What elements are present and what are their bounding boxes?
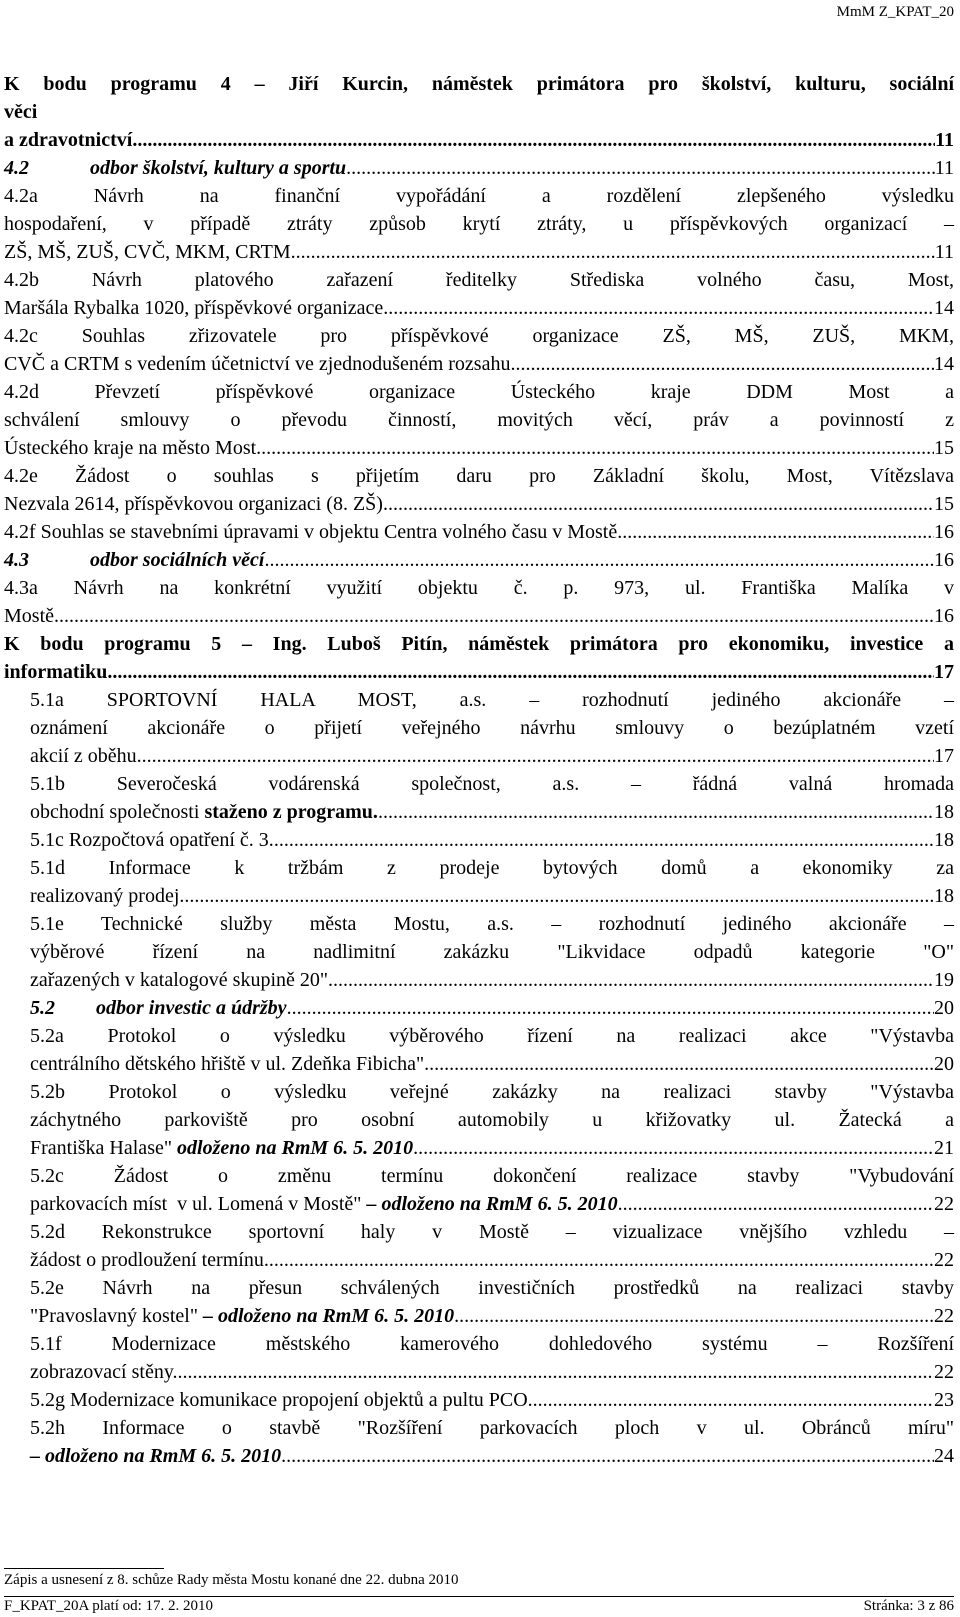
toc-text: informatiku — [4, 661, 108, 683]
toc-page-number: 11 — [935, 129, 954, 151]
toc-page-number: 20 — [934, 997, 954, 1019]
toc-item-4-2c-line1[interactable]: 4.2c Souhlas zřizovatele pro příspěvkové organizace ZŠ, MŠ, ZUŠ, MKM, — [4, 325, 954, 347]
toc-item-5-1e-line1[interactable]: 5.1e Technické služby města Mostu, a.s. – rozhodnutí jediného akcionáře – — [30, 913, 954, 935]
toc-page-number: 20 — [934, 1053, 954, 1075]
toc-item-4-2d-line3 — [4, 434, 954, 462]
toc-text: . — [617, 1193, 623, 1215]
toc-page-number: 18 — [934, 829, 954, 851]
toc-item-5-2h-line2 — [30, 1442, 954, 1470]
toc-item-5-1a-line1[interactable]: 5.1a SPORTOVNÍ HALA MOST, a.s. – rozhodnutí jediného akcionáře – — [30, 689, 954, 711]
toc-status-postponed: – odloženo na RmM 6. 5. 2010 — [202, 1305, 455, 1327]
toc-item-5-1b-line2 — [30, 798, 954, 826]
toc-page-number: 14 — [934, 353, 954, 375]
toc-section-number: 4.2 — [4, 157, 29, 179]
toc-section-title: odbor školství, kultury a sportu — [90, 157, 347, 179]
toc-text: . — [413, 1137, 419, 1159]
toc-page-number: 21 — [934, 1137, 954, 1159]
footer-page-number: Stránka: 3 z 86 — [863, 1598, 954, 1614]
toc-text: a zdravotnictví — [4, 129, 133, 151]
toc-item-4-3a-line2 — [4, 602, 954, 630]
toc-text: obchodní společnosti — [30, 801, 205, 823]
toc-item-5-1f-line2 — [30, 1358, 954, 1386]
toc-text: parkovacích míst v ul. Lomená v Mostě" — [30, 1193, 367, 1215]
toc-item-5-2e-line1[interactable]: 5.2e Návrh na přesun schválených investičních prostředků na realizaci stavby — [30, 1277, 954, 1299]
toc-section-title: odbor investic a údržby — [96, 997, 287, 1019]
toc-page-number: 22 — [934, 1193, 954, 1215]
toc-item-4-2d-line1[interactable]: 4.2d Převzetí příspěvkové organizace Ústeckého kraje DDM Most a — [4, 381, 954, 403]
toc-item-4-2e-line2 — [4, 490, 954, 518]
toc-item-4-2b-line1[interactable]: 4.2b Návrh platového zařazení ředitelky Střediska volného času, Most, — [4, 269, 954, 291]
toc-item-5-1c[interactable] — [30, 826, 954, 854]
toc-item-4-2c-line2 — [4, 350, 954, 378]
toc-text: Františka Halase" — [30, 1137, 178, 1159]
toc-status-removed: staženo z programu. — [204, 801, 378, 823]
toc-text: Ústeckého kraje na město Most. — [4, 437, 262, 459]
toc-text: žádost o prodloužení termínu. — [30, 1249, 269, 1271]
toc-heading-k4-line2: věci — [4, 101, 38, 123]
toc-text: ZŠ, MŠ, ZUŠ, CVČ, MKM, CRTM. — [4, 241, 296, 263]
toc-section-5-2[interactable] — [30, 994, 954, 1022]
footer-meeting-note: Zápis a usnesení z 8. schůze Rady města Mostu konané dne 22. dubna 2010 — [4, 1572, 459, 1588]
document-code: MmM Z_KPAT_20 — [836, 4, 954, 20]
toc-item-5-1e-line3 — [30, 966, 954, 994]
toc-section-4-2[interactable] — [4, 154, 954, 182]
toc-item-5-2c-line1[interactable]: 5.2c Žádost o změnu termínu dokončení realizace stavby "Vybudování — [30, 1165, 954, 1187]
toc-page-number: 18 — [934, 801, 954, 823]
toc-text: Maršála Rybalka 1020, příspěvkové organizace. — [4, 297, 389, 319]
toc-status-postponed: – odloženo na RmM 6. 5. 2010 — [30, 1445, 282, 1467]
toc-text: akcií z oběhu. — [30, 745, 142, 767]
toc-item-5-2b-line3 — [30, 1134, 954, 1162]
toc-item-5-1a-line2: oznámení akcionáře o přijetí veřejného návrhu smlouvy o bezúplatném vzetí — [30, 717, 954, 739]
toc-item-4-2d-line2: schválení smlouvy o převodu činností, movitých věcí, práv a povinností z — [4, 409, 954, 431]
toc-item-4-2b-line2 — [4, 294, 954, 322]
toc-item-4-2a-line3 — [4, 238, 954, 266]
footer-separator — [4, 1568, 164, 1569]
toc-item-5-2a-line2 — [30, 1050, 954, 1078]
toc-section-title: odbor sociálních věcí — [90, 549, 265, 571]
toc-text: zařazených v katalogové skupině 20". — [30, 969, 334, 991]
toc-page-number: 22 — [934, 1305, 954, 1327]
toc-text: CVČ a CRTM s vedením účetnictví ve zjednodušeném rozsahu. — [4, 353, 516, 375]
toc-page-number: 24 — [934, 1445, 954, 1467]
toc-heading-k5-line2[interactable] — [4, 658, 954, 686]
toc-page-number: 15 — [934, 437, 954, 459]
toc-heading-k4-line3[interactable] — [4, 126, 954, 154]
toc-status-postponed: odloženo na RmM 6. 5. 2010 — [177, 1137, 414, 1159]
toc-page-number: 14 — [934, 297, 954, 319]
toc-item-5-1e-line2: výběrové řízení na nadlimitní zakázku "Likvidace odpadů kategorie "O" — [30, 941, 954, 963]
toc-item-5-2c-line2 — [30, 1190, 954, 1218]
toc-item-5-2g[interactable] — [30, 1386, 954, 1414]
toc-page-number: 22 — [934, 1249, 954, 1271]
toc-item-4-2f[interactable] — [4, 518, 954, 546]
toc-section-4-3[interactable] — [4, 546, 954, 574]
toc-item-5-2a-line1[interactable]: 5.2a Protokol o výsledku výběrového řízení na realizaci akce "Výstavba — [30, 1025, 954, 1047]
toc-page-number: 18 — [934, 885, 954, 907]
toc-heading-k5-line1: K bodu programu 5 – Ing. Luboš Pitín, náměstek primátora pro ekonomiku, investice a — [4, 633, 954, 655]
toc-item-5-2d-line1[interactable]: 5.2d Rekonstrukce sportovní haly v Mostě – vizualizace vnějšího vzhledu – — [30, 1221, 954, 1243]
toc-page-number: 23 — [934, 1389, 954, 1411]
toc-item-5-1b-line1[interactable]: 5.1b Severočeská vodárenská společnost, a.s. – řádná valná hromada — [30, 773, 954, 795]
toc-text: Nezvala 2614, příspěvkovou organizaci (8. ZŠ). — [4, 493, 388, 515]
toc-item-5-2d-line2 — [30, 1246, 954, 1274]
toc-text: realizovaný prodej. — [30, 885, 185, 907]
toc-text: 4.2f Souhlas se stavebními úpravami v objektu Centra volného času v Mostě. — [4, 521, 623, 543]
toc-item-5-1f-line1[interactable]: 5.1f Modernizace městského kamerového dohledového systému – Rozšíření — [30, 1333, 954, 1355]
toc-section-number: 4.3 — [4, 549, 29, 571]
toc-section-number: 5.2 — [30, 997, 55, 1019]
toc-text: Mostě. — [4, 605, 59, 627]
toc-text: "Pravoslavný kostel" — [30, 1305, 203, 1327]
toc-page-number: 22 — [934, 1361, 954, 1383]
toc-item-5-2b-line1[interactable]: 5.2b Protokol o výsledku veřejné zakázky na realizaci stavby "Výstavba — [30, 1081, 954, 1103]
toc-page-number: 19 — [934, 969, 954, 991]
toc-text: centrálního dětského hřiště v ul. Zdeňka Fibicha". — [30, 1053, 430, 1075]
toc-item-5-2e-line2 — [30, 1302, 954, 1330]
toc-page-number: 11 — [934, 241, 954, 263]
toc-page-number: 16 — [934, 549, 954, 571]
toc-item-5-1a-line3 — [30, 742, 954, 770]
toc-item-5-2b-line2: záchytného parkoviště pro osobní automobily u křižovatky ul. Žatecká a — [30, 1109, 954, 1131]
toc-heading-k4-line1: K bodu programu 4 – Jiří Kurcin, náměstek primátora pro školství, kulturu, sociální — [4, 73, 954, 95]
footer-rule — [4, 1596, 954, 1597]
toc-item-4-2a-line2: hospodaření, v případě ztráty způsob krytí ztráty, u příspěvkových organizací – — [4, 213, 954, 235]
toc-text: . — [281, 1445, 287, 1467]
toc-page-number: 16 — [934, 605, 954, 627]
toc-item-4-2a-line1[interactable]: 4.2a Návrh na finanční vypořádání a rozdělení zlepšeného výsledku — [4, 185, 954, 207]
toc-item-5-1d-line2 — [30, 882, 954, 910]
toc-item-5-2h-line1[interactable]: 5.2h Informace o stavbě "Rozšíření parkovacích ploch v ul. Obránců míru" — [30, 1417, 954, 1439]
toc-text: 5.1c Rozpočtová opatření č. 3. — [30, 829, 274, 851]
toc-status-postponed: – odloženo na RmM 6. 5. 2010 — [366, 1193, 618, 1215]
toc-page-number: 15 — [934, 493, 954, 515]
toc-page-number: 17 — [934, 661, 954, 683]
footer-form-code: F_KPAT_20A platí od: 17. 2. 2010 — [4, 1598, 214, 1614]
toc-item-5-1d-line1[interactable]: 5.1d Informace k tržbám z prodeje bytových domů a ekonomiky za — [30, 857, 954, 879]
toc-page-number: 16 — [934, 521, 954, 543]
toc-page-number: 11 — [934, 157, 954, 179]
toc-text: . — [454, 1305, 460, 1327]
toc-page-number: 17 — [934, 745, 954, 767]
toc-text: 5.2g Modernizace komunikace propojení objektů a pultu PCO. — [30, 1389, 533, 1411]
toc-text: zobrazovací stěny. — [30, 1361, 178, 1383]
toc-item-4-2e-line1[interactable]: 4.2e Žádost o souhlas s přijetím daru pro Základní školu, Most, Vítězslava — [4, 465, 954, 487]
toc-item-4-3a-line1[interactable]: 4.3a Návrh na konkrétní využití objektu č. p. 973, ul. Františka Malíka v — [4, 577, 954, 599]
